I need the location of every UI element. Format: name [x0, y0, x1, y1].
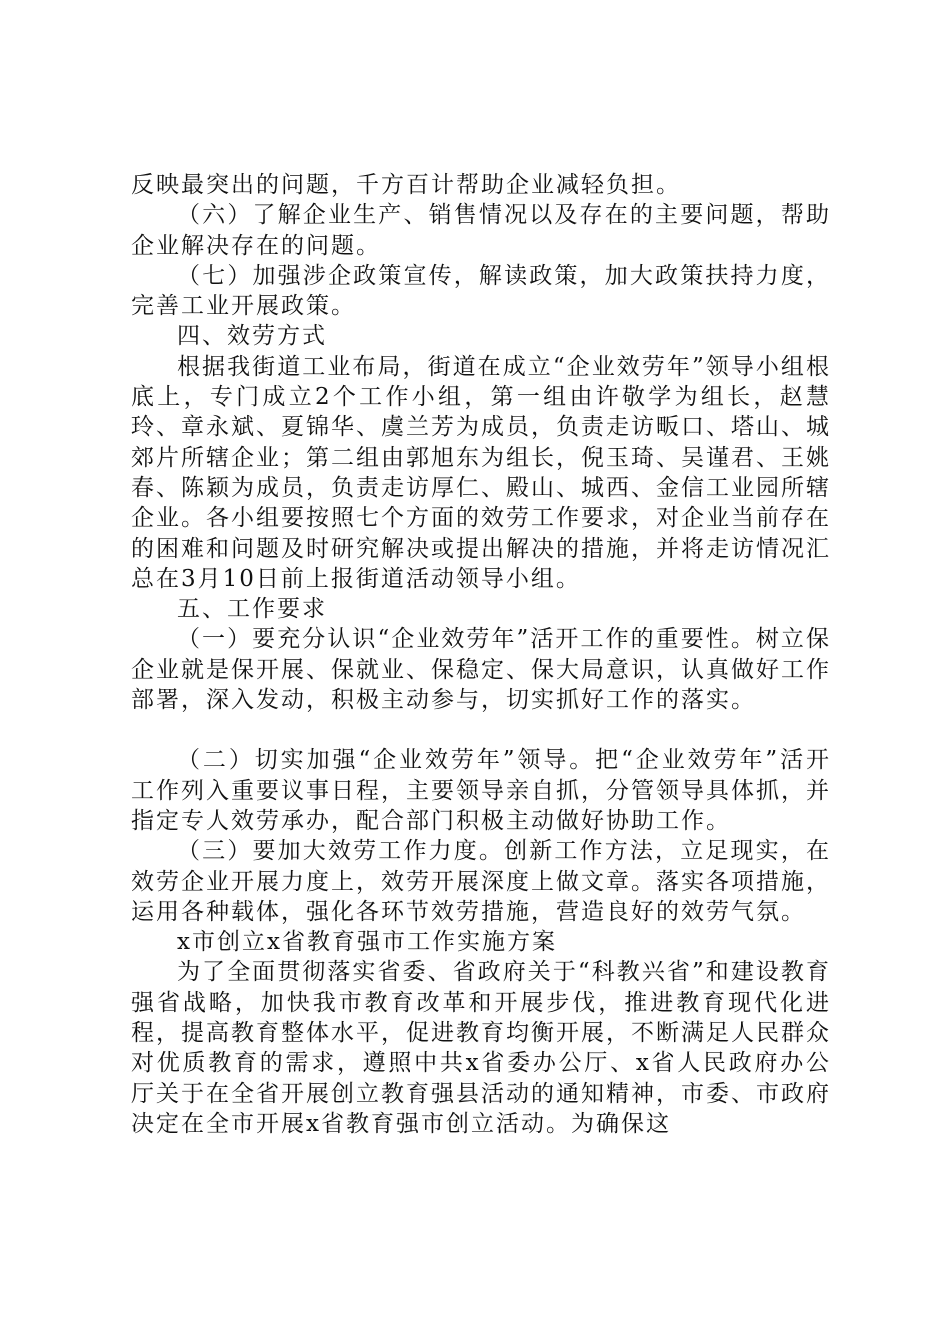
document-title: x市创立x省教育强市工作实施方案	[177, 929, 557, 956]
paragraph-requirement-three: （三）要加大效劳工作力度。创新工作方法，立足现实，在效劳企业开展力度上，效劳开展深度上做文章。落实各项措施，运用各种载体，强化各环节效劳措施，营造良好的效劳气氛。	[131, 838, 831, 925]
paragraph-requirement-two: （二）切实加强“企业效劳年”领导。把“企业效劳年”活开工作列入重要议事日程，主要领导亲自抓，分管领导具体抓，并指定专人效劳承办，配合部门积极主动做好协助工作。	[131, 747, 831, 834]
paragraph-service-method: 根据我街道工业布局，街道在成立“企业效劳年”领导小组根底上，专门成立2个工作小组，第一组由许敬学为组长，赵慧玲、章永斌、夏锦华、虞兰芳为成员，负责走访畈口、塔山、城郊片所辖企业；第二组由郭旭东为组长，倪玉琦、吴谨君、王姚春、陈颖为成员，负责走访厚仁、殿山、城西、金信工业园所辖企业。各小组要按照七个方面的效劳工作要求，对企业当前存在的困难和问题及时研究解决或提出解决的措施，并将走访情况汇总在3月10日前上报街道活动领导小组。	[131, 353, 831, 592]
paragraph-continuation: 反映最突出的问题，千方百计帮助企业减轻负担。	[131, 172, 681, 198]
paragraph-intro: 为了全面贯彻落实省委、省政府关于“科教兴省”和建设教育强省战略，加快我市教育改革和开展步伐，推进教育现代化进程，提高教育整体水平，促进教育均衡开展，不断满足人民群众对优质教育的需求，遵照中共x省委办公厅、x省人民政府办公厅关于在全省开展创立教育强县活动的通知精神，市委、市政府决定在全市开展x省教育强市创立活动。为确保这	[131, 959, 831, 1137]
paragraph-item-seven: （七）加强涉企政策宣传，解读政策，加大政策扶持力度，完善工业开展政策。	[131, 262, 831, 320]
section-heading-work-requirements: 五、工作要求	[177, 596, 327, 623]
document-body	[131, 170, 831, 1139]
section-heading-service-method: 四、效劳方式	[177, 323, 327, 350]
paragraph-requirement-one: （一）要充分认识“企业效劳年”活开工作的重要性。树立保企业就是保开展、保就业、保稳定、保大局意识，认真做好工作部署，深入发动，积极主动参与，切实抓好工作的落实。	[131, 626, 831, 714]
paragraph-item-six: （六）了解企业生产、销售情况以及存在的主要问题，帮助企业解决存在的问题。	[131, 202, 831, 259]
